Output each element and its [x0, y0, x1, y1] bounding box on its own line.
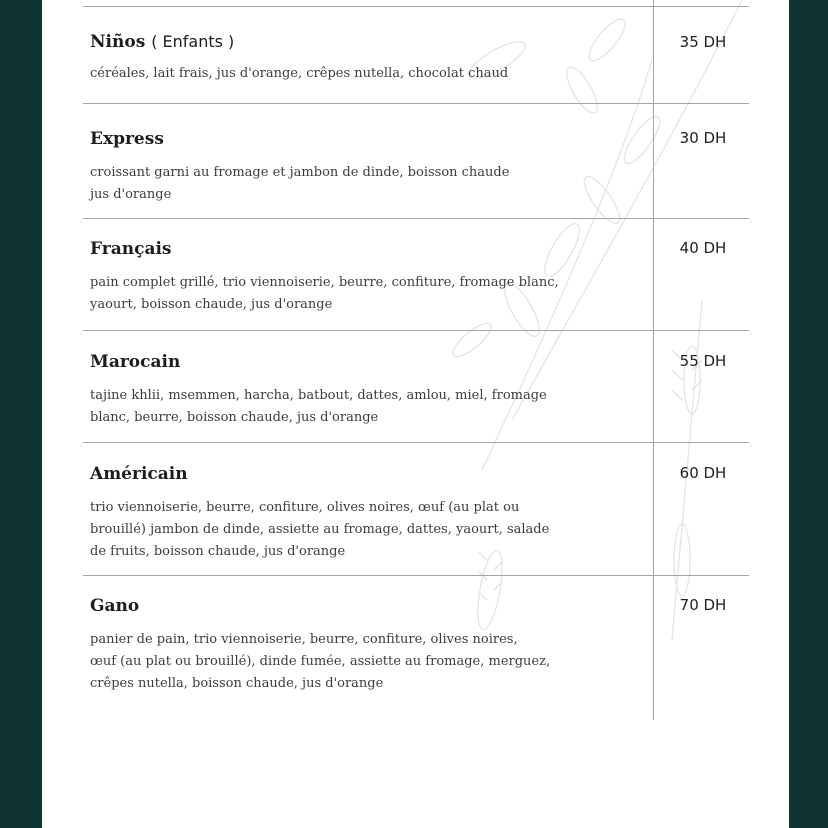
item-name: Américain: [90, 464, 188, 484]
row-divider: [83, 575, 749, 576]
item-price: 30 DH: [679, 129, 727, 147]
menu-page: [42, 0, 789, 828]
item-description: tajine khlii, msemmen, harcha, batbout, dattes, amlou, miel, fromage blanc, beurre, boisson chaude, jus d'orange: [90, 388, 547, 425]
item-description: croissant garni au fromage et jambon de dinde, boisson chaude jus d'orange: [90, 165, 510, 202]
item-subtitle: ( Enfants ): [151, 32, 235, 51]
item-price: 60 DH: [679, 464, 727, 482]
menu-item: [90, 238, 650, 316]
row-divider: [83, 218, 749, 219]
row-divider: [83, 6, 749, 7]
menu-item: [90, 128, 650, 206]
item-name: Niños ( Enfants ): [90, 32, 235, 52]
row-divider: [83, 330, 749, 331]
item-name: Gano: [90, 596, 140, 616]
item-name: Français: [90, 239, 172, 259]
menu-item: [90, 31, 650, 85]
row-divider: [83, 103, 749, 104]
item-description: trio viennoiserie, beurre, confiture, olives noires, œuf (au plat ou brouillé) jambon de dinde, assiette au fromage, dattes, yaourt, salade de fruits, boisson chaude, jus d'orange: [90, 500, 550, 559]
item-price: 55 DH: [679, 352, 727, 370]
item-name: Express: [90, 129, 164, 149]
menu-item: [90, 351, 650, 429]
row-divider: [83, 442, 749, 443]
menu-item: [90, 595, 650, 695]
item-description: panier de pain, trio viennoiserie, beurre, confiture, olives noires, œuf (au plat ou brouillé), dinde fumée, assiette au fromage, merguez, crêpes nutella, boisson chaude, jus d'orange: [90, 632, 551, 691]
item-description: pain complet grillé, trio viennoiserie, beurre, confiture, fromage blanc, yaourt, boisson chaude, jus d'orange: [90, 275, 559, 312]
item-price: 35 DH: [679, 33, 727, 51]
item-price: 70 DH: [679, 596, 727, 614]
item-name: Marocain: [90, 352, 181, 372]
item-description: céréales, lait frais, jus d'orange, crêpes nutella, chocolat chaud: [90, 66, 509, 81]
item-price: 40 DH: [679, 239, 727, 257]
menu-item: [90, 463, 650, 563]
